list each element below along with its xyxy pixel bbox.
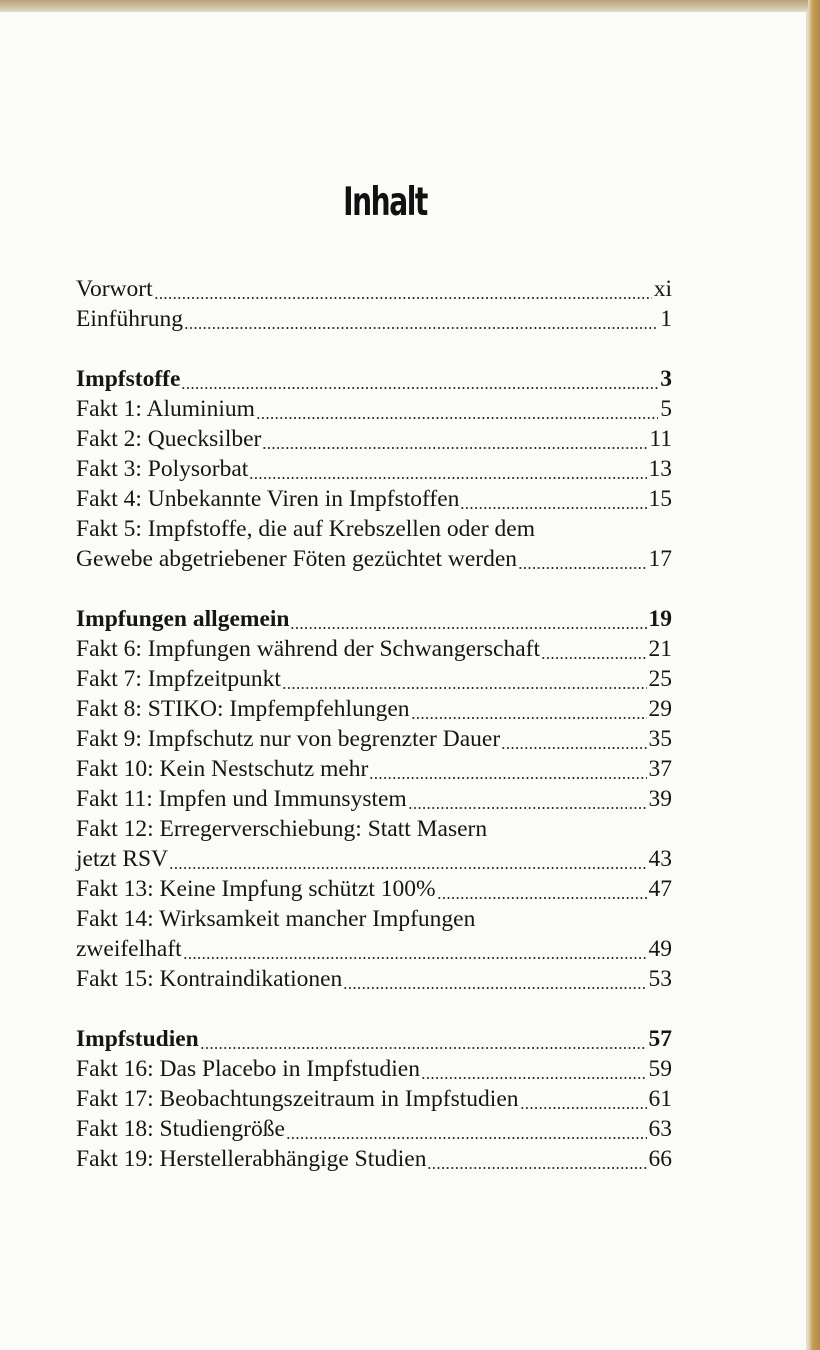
toc-entry-label: Fakt 2: Quecksilber [76, 426, 262, 452]
toc-entry-label: Fakt 9: Impfschutz nur von begrenzter Dauer [76, 726, 501, 752]
dot-leader [183, 934, 647, 964]
dot-leader [411, 694, 647, 724]
toc-entry-fakt-19[interactable] [76, 1144, 672, 1174]
toc-entry-page: 39 [648, 786, 672, 812]
toc-section-impfungen-allgemein[interactable] [76, 604, 672, 634]
toc-entry-label: Fakt 8: STIKO: Impfempfehlungen [76, 696, 410, 722]
toc-entry-page: 47 [648, 876, 672, 902]
toc-entry-page: 17 [648, 546, 672, 572]
toc-entry-page: 61 [648, 1086, 672, 1112]
toc-entry-label: Fakt 13: Keine Impfung schützt 100% [76, 876, 436, 902]
toc-section-impfstudien[interactable] [76, 1024, 672, 1054]
toc-entry-fakt-14-line-1[interactable] [76, 904, 672, 934]
toc-entry-page: 66 [648, 1146, 672, 1172]
dot-leader [427, 1144, 646, 1174]
toc-entry-label: jetzt RSV [76, 846, 169, 872]
dot-leader [290, 604, 646, 634]
toc-entry-page: 63 [648, 1116, 672, 1142]
toc-entry-fakt-10[interactable] [76, 754, 672, 784]
toc-entry-label: Fakt 19: Herstellerabhängige Studien [76, 1146, 427, 1172]
toc-entry-fakt-16[interactable] [76, 1054, 672, 1084]
toc-entry-fakt-8[interactable] [76, 694, 672, 724]
toc-entry-fakt-12[interactable] [76, 844, 672, 874]
dot-leader [200, 1024, 647, 1054]
toc-entry-fakt-1[interactable] [76, 394, 672, 424]
dot-leader [154, 274, 652, 304]
toc-section-page: 57 [648, 1026, 672, 1052]
toc-entry-label: Fakt 18: Studiengröße [76, 1116, 285, 1142]
section-gap [76, 574, 672, 604]
toc-entry-fakt-5[interactable] [76, 544, 672, 574]
toc-section-page: 3 [660, 366, 672, 392]
toc-entry-label: Fakt 3: Polysorbat [76, 456, 249, 482]
toc-entry-vorwort[interactable] [76, 274, 672, 304]
dot-leader [286, 1114, 647, 1144]
toc-entry-fakt-14[interactable] [76, 934, 672, 964]
toc-entry-fakt-4[interactable] [76, 484, 672, 514]
toc-entry-label: Fakt 1: Aluminium [76, 396, 255, 422]
toc-entry-label: Vorwort [76, 276, 153, 302]
page-title: Inhalt [343, 180, 427, 225]
toc-entry-page: 53 [648, 966, 672, 992]
toc-entry-page: 37 [648, 756, 672, 782]
dot-leader [282, 664, 647, 694]
toc-section-label: Impfungen allgemein [76, 606, 290, 632]
toc-entry-label: Fakt 5: Impfstoffe, die auf Krebszellen oder dem [76, 516, 535, 542]
toc-entry-page: 35 [648, 726, 672, 752]
toc-entry-label: Fakt 4: Unbekannte Viren in Impfstoffen [76, 486, 460, 512]
dot-leader [369, 754, 646, 784]
toc-entry-label: Gewebe abgetriebener Föten gezüchtet werden [76, 546, 518, 572]
dot-leader [518, 544, 646, 574]
toc-entry-fakt-13[interactable] [76, 874, 672, 904]
section-gap [76, 334, 672, 364]
toc-section-impfstoffe[interactable] [76, 364, 672, 394]
toc-entry-label: Fakt 17: Beobachtungszeitraum in Impfstudien [76, 1086, 519, 1112]
toc-entry-page: 5 [660, 396, 672, 422]
toc-section-label: Impfstoffe [76, 366, 181, 392]
toc-entry-label: Fakt 10: Kein Nestschutz mehr [76, 756, 369, 782]
toc-entry-fakt-5-line-1[interactable] [76, 514, 672, 544]
toc-section-page: 19 [648, 606, 672, 632]
toc-entry-page: 49 [648, 936, 672, 962]
dot-leader [408, 784, 647, 814]
dot-leader [256, 394, 658, 424]
toc-entry-fakt-11[interactable] [76, 784, 672, 814]
toc-entry-page: 25 [648, 666, 672, 692]
toc-entry-page: 15 [648, 486, 672, 512]
toc-entry-label: Einführung [76, 306, 184, 332]
dot-leader [181, 364, 658, 394]
toc-entry-page: 21 [648, 636, 672, 662]
toc-entry-page: 13 [648, 456, 672, 482]
dot-leader [262, 424, 647, 454]
toc-entry-fakt-17[interactable] [76, 1084, 672, 1114]
page-right-edge [808, 0, 820, 1350]
toc-entry-label: Fakt 11: Impfen und Immunsystem [76, 786, 407, 812]
toc-entry-page: 1 [660, 306, 672, 332]
toc-entry-fakt-6[interactable] [76, 634, 672, 664]
toc-entry-einfuehrung[interactable] [76, 304, 672, 334]
toc-entry-label: Fakt 6: Impfungen während der Schwangerschaft [76, 636, 540, 662]
dot-leader [421, 1054, 647, 1084]
toc-entry-label: zweifelhaft [76, 936, 182, 962]
toc-entry-label: Fakt 7: Impfzeitpunkt [76, 666, 281, 692]
toc-entry-fakt-12-line-1[interactable] [76, 814, 672, 844]
dot-leader [501, 724, 646, 754]
dot-leader [437, 874, 647, 904]
toc-entry-fakt-7[interactable] [76, 664, 672, 694]
toc-entry-label: Fakt 12: Erregerverschiebung: Statt Masern [76, 816, 488, 842]
dot-leader [520, 1084, 647, 1114]
toc-entry-fakt-18[interactable] [76, 1114, 672, 1144]
section-gap [76, 994, 672, 1024]
toc-entry-label: Fakt 16: Das Placebo in Impfstudien [76, 1056, 420, 1082]
toc-entry-page: 29 [648, 696, 672, 722]
dot-leader [184, 304, 658, 334]
toc-entry-label: Fakt 15: Kontraindikationen [76, 966, 343, 992]
toc-entry-page: 43 [648, 846, 672, 872]
dot-leader [343, 964, 646, 994]
toc-entry-fakt-15[interactable] [76, 964, 672, 994]
toc-entry-fakt-2[interactable] [76, 424, 672, 454]
toc-entry-page: xi [653, 276, 672, 302]
toc-entry-fakt-9[interactable] [76, 724, 672, 754]
toc-section-label: Impfstudien [76, 1026, 199, 1052]
toc-entry-fakt-3[interactable] [76, 454, 672, 484]
table-of-contents [76, 274, 672, 1174]
dot-leader [460, 484, 646, 514]
dot-leader [541, 634, 647, 664]
toc-entry-page: 11 [649, 426, 672, 452]
dot-leader [249, 454, 646, 484]
toc-entry-label: Fakt 14: Wirksamkeit mancher Impfungen [76, 906, 476, 932]
toc-entry-page: 59 [648, 1056, 672, 1082]
dot-leader [169, 844, 646, 874]
